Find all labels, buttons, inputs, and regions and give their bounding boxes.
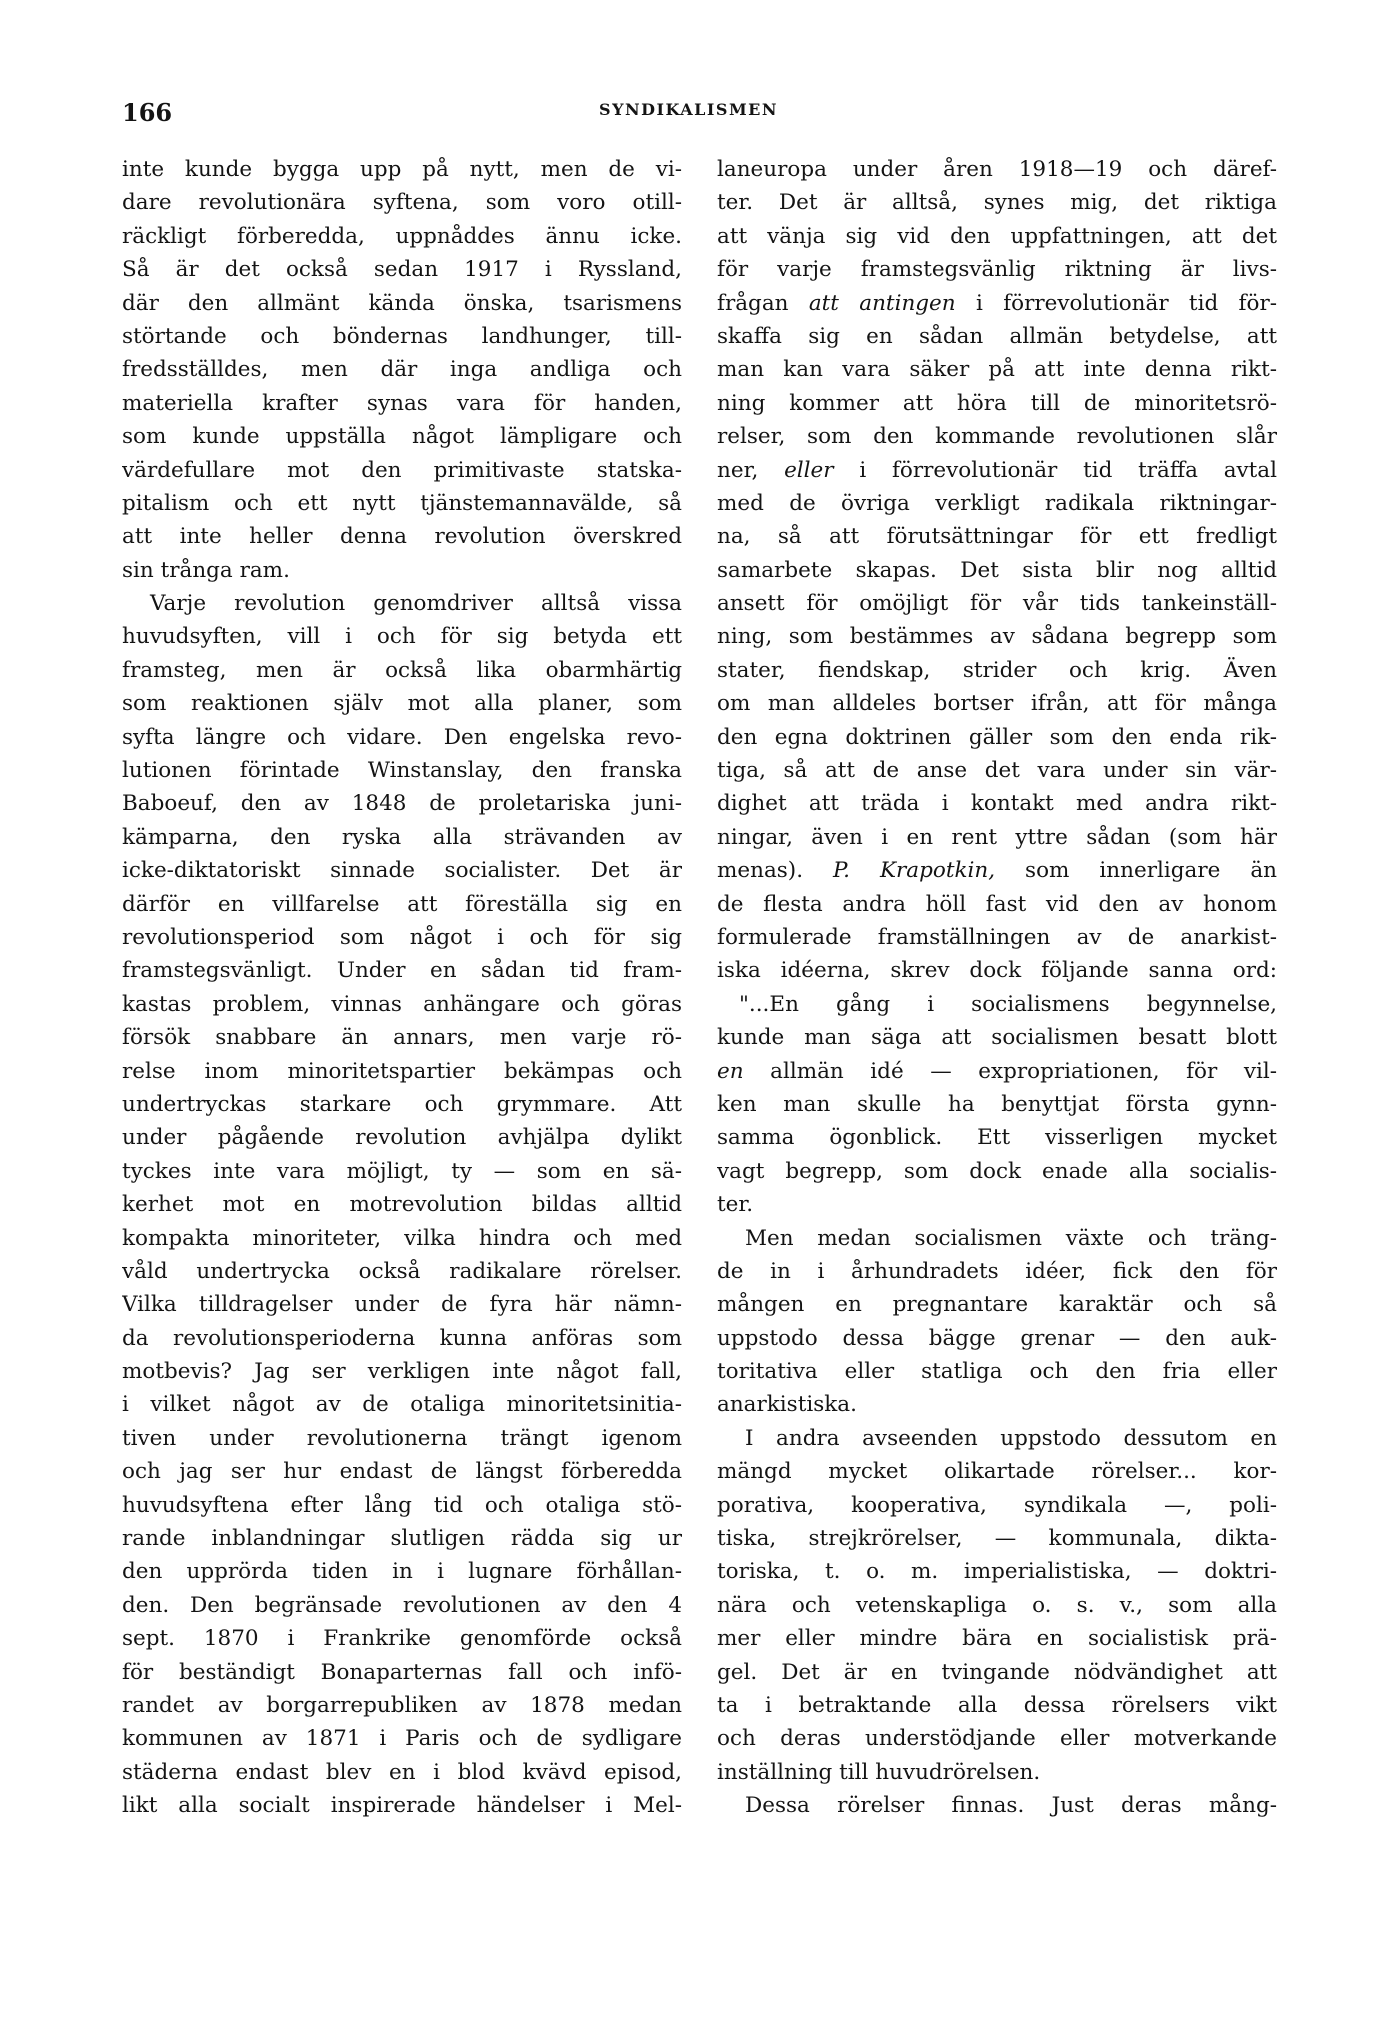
text-line: som reaktionen själv mot alla planer, som <box>122 691 682 717</box>
text-line: lutionen förintade Winstanslay, den franska <box>122 758 682 784</box>
text-line-with-italic <box>717 854 1277 887</box>
text-line: gel. Det är en tvingande nödvändighet att <box>717 1659 1277 1685</box>
text-line: vagt begrepp, som dock enade alla socialis- <box>717 1158 1277 1184</box>
paragraph-start: Varje revolution genomdriver alltså vissa <box>150 591 682 617</box>
text-line: relser, som den kommande revolutionen slår <box>717 424 1277 450</box>
italic-emphasis: en <box>717 1058 744 1084</box>
text-line: nära och vetenskapliga o. s. v., som alla <box>717 1592 1277 1618</box>
text-line: dighet att träda i kontakt med andra rikt- <box>717 791 1277 817</box>
text-line: ningar, även i en rent yttre sådan (som här <box>717 824 1277 850</box>
page-number: 166 <box>122 98 173 127</box>
text-line: våld undertrycka också radikalare rörelser. <box>122 1258 682 1284</box>
text-line: kompakta minoriteter, vilka hindra och med <box>122 1225 682 1251</box>
text-line: ansett för omöjligt för vår tids tankeinställ- <box>717 591 1277 617</box>
text-line: pitalism och ett nytt tjänstemannavälde, så <box>122 490 682 516</box>
text-line: ken man skulle ha benyttjat första gynn- <box>717 1091 1277 1117</box>
text-line: ter. <box>717 1192 754 1218</box>
text-line: tiven under revolutionerna trängt igenom <box>122 1425 682 1451</box>
text-line: tyckes inte vara möjligt, ty — som en sä- <box>122 1158 682 1184</box>
text-line: och jag ser hur endast de längst förberedda <box>122 1459 682 1485</box>
text-line: de in i århundradets idéer, fick den för <box>717 1258 1277 1284</box>
text-line: revolutionsperiod som något i och för sig <box>122 924 682 950</box>
text-line: för beständigt Bonaparternas fall och infö- <box>122 1659 682 1685</box>
text-line: inte kunde bygga upp på nytt, men de vi- <box>122 157 682 182</box>
text-line: kommunen av 1871 i Paris och de sydligare <box>122 1726 682 1752</box>
text-line: na, så att förutsättningar för ett fredligt <box>717 524 1277 550</box>
text-line: under pågående revolution avhjälpa dylikt <box>122 1125 682 1151</box>
text-line: man kan vara säker på att inte denna rikt- <box>717 357 1277 383</box>
paragraph-start: Men medan socialismen växte och träng- <box>745 1225 1277 1251</box>
italic-author-name: P. Krapotkin, <box>833 858 996 884</box>
text-line: formulerade framställningen av de anarkist- <box>717 924 1277 950</box>
text-span: i förrevolutionär tid för- <box>955 290 1277 316</box>
text-line: kerhet mot en motrevolution bildas alltid <box>122 1192 682 1218</box>
text-line: relse inom minoritetspartier bekämpas och <box>122 1058 682 1084</box>
italic-emphasis: eller <box>784 457 834 483</box>
text-line: framstegsvänligt. Under en sådan tid fram- <box>122 958 682 984</box>
text-line: där den allmänt kända önska, tsarismens <box>122 290 682 316</box>
text-line: de flesta andra höll fast vid den av honom <box>717 891 1277 917</box>
text-line: samma ögonblick. Ett visserligen mycket <box>717 1125 1277 1151</box>
text-line: materiella krafter synas vara för handen, <box>122 390 682 416</box>
text-line: huvudsyftena efter lång tid och otaliga stö- <box>122 1492 682 1518</box>
text-line: framsteg, men är också lika obarmhärtig <box>122 657 682 683</box>
text-line: i vilket något av de otaliga minoritetsinitia- <box>122 1392 682 1418</box>
text-line: den egna doktrinen gäller som den enda rik- <box>717 724 1277 750</box>
text-line: sept. 1870 i Frankrike genomförde också <box>122 1626 682 1652</box>
text-line: Vilka tilldragelser under de fyra här nämn- <box>122 1292 682 1318</box>
text-line: tiska, strejkrörelser, — kommunala, dikta- <box>717 1526 1277 1552</box>
text-line: Så är det också sedan 1917 i Ryssland, <box>122 257 682 283</box>
text-line: om man alldeles bortser ifrån, att för många <box>717 691 1277 717</box>
text-line: uppstodo dessa bägge grenar — den auk- <box>717 1325 1277 1351</box>
text-line: den upprörda tiden in i lugnare förhållan- <box>122 1559 682 1585</box>
paragraph-start: Dessa rörelser finnas. Just deras mång- <box>745 1793 1277 1819</box>
text-line: kunde man säga att socialismen besatt blott <box>717 1025 1277 1051</box>
text-line: ning kommer att höra till de minoritetsrö- <box>717 390 1277 416</box>
text-line: mer eller mindre bära en socialistisk prä- <box>717 1626 1277 1652</box>
text-line: toriska, t. o. m. imperialistiska, — doktri- <box>717 1559 1277 1585</box>
text-line: Baboeuf, den av 1848 de proletariska juni- <box>122 791 682 817</box>
text-line: sin trånga ram. <box>122 557 290 583</box>
paragraph-start: I andra avseenden uppstodo dessutom en <box>745 1425 1277 1451</box>
text-line: den. Den begränsade revolutionen av den 4 <box>122 1592 682 1618</box>
italic-emphasis: att antingen <box>808 290 956 316</box>
text-line: som kunde uppställa något lämpligare och <box>122 424 682 450</box>
quote-start: "...En gång i socialismens begynnelse, <box>739 991 1277 1017</box>
text-line: dare revolutionära syftena, som voro otill- <box>122 190 682 216</box>
text-line: ter. Det är alltså, synes mig, det riktiga <box>717 190 1277 216</box>
text-line: mängd mycket olikartade rörelser... kor- <box>717 1459 1277 1485</box>
text-line: randet av borgarrepubliken av 1878 medan <box>122 1692 682 1718</box>
text-line: iska idéerna, skrev dock följande sanna ord: <box>717 958 1277 984</box>
text-line: ning, som bestämmes av sådana begrepp som <box>717 624 1277 650</box>
text-line: tiga, så att de anse det vara under sin vär- <box>717 758 1277 784</box>
text-line: stater, fiendskap, strider och krig. Även <box>717 657 1277 683</box>
text-line: fredsställdes, men där inga andliga och <box>122 357 682 383</box>
text-line: skaffa sig en sådan allmän betydelse, att <box>717 323 1277 349</box>
text-line: likt alla socialt inspirerade händelser i Mel- <box>122 1793 682 1819</box>
text-span: som innerligare än <box>995 858 1277 884</box>
text-line: toritativa eller statliga och den fria eller <box>717 1359 1277 1385</box>
text-line: rande inblandningar slutligen rädda sig ur <box>122 1526 682 1552</box>
text-line: motbevis? Jag ser verkligen inte något fall, <box>122 1359 682 1385</box>
text-line: huvudsyften, vill i och för sig betyda ett <box>122 624 682 650</box>
text-line: störtande och böndernas landhunger, till- <box>122 323 682 349</box>
text-line: försök snabbare än annars, men varje rö- <box>122 1025 682 1051</box>
text-line: icke-diktatoriskt sinnade socialister. Det är <box>122 858 682 884</box>
text-line-with-italic <box>717 287 1277 320</box>
text-line: mången en pregnantare karaktär och så <box>717 1292 1277 1318</box>
text-span: allmän idé — expropriationen, för vil- <box>743 1058 1277 1084</box>
text-line: da revolutionsperioderna kunna anföras som <box>122 1325 682 1351</box>
text-line: anarkistiska. <box>717 1392 857 1418</box>
running-head: SYNDIKALISMEN <box>599 100 778 119</box>
text-line: städerna endast blev en i blod kvävd episod, <box>122 1759 682 1785</box>
text-line: att vänja sig vid den uppfattningen, att det <box>717 223 1277 249</box>
text-line: syfta längre och vidare. Den engelska revo- <box>122 724 682 750</box>
text-line: porativa, kooperativa, syndikala —, poli- <box>717 1492 1277 1518</box>
text-line: kastas problem, vinnas anhängare och göras <box>122 991 682 1017</box>
text-line: med de övriga verkligt radikala riktningar- <box>717 490 1277 516</box>
text-line: värdefullare mot den primitivaste statska- <box>122 457 682 483</box>
text-line-with-italic <box>717 1055 1277 1088</box>
text-line: att inte heller denna revolution överskred <box>122 524 682 550</box>
text-line: därför en villfarelse att föreställa sig en <box>122 891 682 917</box>
text-line: räckligt förberedda, uppnåddes ännu icke. <box>122 223 682 249</box>
text-span: i förrevolutionär tid träffa avtal <box>833 457 1277 483</box>
text-line-with-italic <box>717 454 1277 487</box>
right-column <box>717 153 1277 1823</box>
text-line: ta i betraktande alla dessa rörelsers vikt <box>717 1692 1277 1718</box>
left-column <box>122 153 682 1823</box>
text-line: inställning till huvudrörelsen. <box>717 1759 1041 1785</box>
text-span: ner, <box>717 457 785 483</box>
text-line: kämparna, den ryska alla strävanden av <box>122 824 682 850</box>
text-span: frågan <box>717 290 809 316</box>
text-line: och deras understödjande eller motverkande <box>717 1726 1277 1752</box>
text-line: undertryckas starkare och grymmare. Att <box>122 1091 682 1117</box>
text-line: samarbete skapas. Det sista blir nog alltid <box>717 557 1277 583</box>
text-line: laneuropa under åren 1918—19 och däref- <box>717 157 1277 182</box>
text-span: menas). <box>717 858 834 884</box>
text-line: för varje framstegsvänlig riktning är livs- <box>717 257 1277 283</box>
